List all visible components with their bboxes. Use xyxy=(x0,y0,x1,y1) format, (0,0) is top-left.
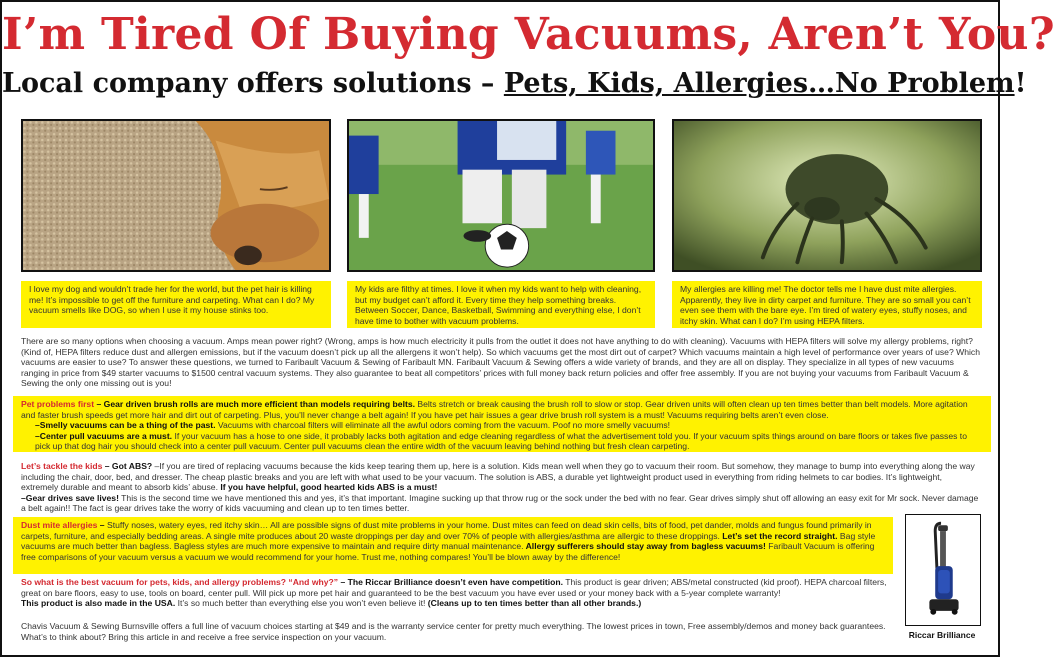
mites-bold-2: Allergy sufferers should stay away from bagless vacuums! xyxy=(523,541,766,551)
best-bold-3: (Cleans up to ten times better than all other brands.) xyxy=(425,598,642,608)
mites-text-3: Faribault Vacuum is offering free comparisons of your vacuum versus a vacuum we would recommend for your home. Trust me, nothing compares! You’ll be blown away by the difference! xyxy=(21,541,875,562)
kids-bold-2: If you have helpful, good hearted kids ABS is a must! xyxy=(217,482,438,492)
best-text-1: This product is gear driven; ABS/metal constructed (kid proof). HEPA charcoal filters, great on bare floors, easy to use, tools on board, center pull. Will pick up more pet hair and guaranteed to be the best vacuum you have ever used or your money back with a 5-year complete warranty! xyxy=(21,577,887,598)
headline: I’m Tired Of Buying Vacuums, Aren’t You? xyxy=(2,9,1055,60)
kids-heading: Let’s tackle the kids xyxy=(21,461,103,471)
kids-text-3: This is the second time we have mentioned this and yes, it’s that important. Imagine sucking up that throw rug or the sock under the bed with no fear. Gear drives simply shut off allowing an easy exit for Mr sock. Never damage a belt again!! The fact is gear drives take the worry of kids vacuuming and clean up to ten times better. xyxy=(21,492,979,513)
pets-bold-3: –Center pull vacuums are a must. xyxy=(35,430,173,441)
footer-paragraph: Chavis Vacuum & Sewing Burnsville offers a full line of vacuum choices starting at $49 and is the warranty service center for pretty much everything. The lowest prices in town, Free assembly/demos and money back guarantees. What’s to think about? Bring this article in and receive a free service inspection on your vacuum. xyxy=(21,621,886,642)
subhead-underlined: Pets, Kids, Allergies…No Problem xyxy=(503,68,1015,99)
best-bold-1: – The Riccar Brilliance doesn’t even have competition. xyxy=(338,577,564,587)
pets-text-2: Vacuums with charcoal filters will eliminate all the awful odors coming from the vacuum. Poof no more smelly vacuums! xyxy=(215,420,671,430)
best-text-2: It’s so much better than everything else you won’t even believe it! xyxy=(175,598,426,608)
pet-problems-heading: Pet problems first xyxy=(21,399,95,409)
mites-text-1: Stuffy noses, watery eyes, red itchy skin… All are possible signs of dust mite problems in your home. Dust mites can feed on dead skin cells, bits of food, pet dander, molds and fungus found primarily in carpets, furniture, and especially bedding areas. A single mite produces about 20 waste droppings per day and over 70% of people with allergies/asthma are allergic to these droppings. xyxy=(21,520,872,541)
pets-text-3: If your vacuum has a hose to one side, it probably lacks both agitation and edge cleaning regardless of what the advertisement told you. If your vacuum spits things around on bare floors or takes five passes to pick up that dog hair you should check into a center pull vacuum. Center pull vacuums clean the entire width of the vacuum leaving behind nothing but fresh clean carpeting. xyxy=(35,430,967,451)
pets-text-1: Belts stretch or break causing the brush roll to slow or stop. Gear driven units will often clean up ten times better than belt models. More agitation and faster brush speeds get more hair and dirt out of carpeting. Plus, you’ll never change a belt again! If you have pet hair issues a gear drive brush roll system is a must! Vacuums requiring belts aren’t even close. xyxy=(21,399,968,420)
dog-photo xyxy=(21,119,331,272)
mites-dash: – xyxy=(97,520,107,530)
dust-mite-photo xyxy=(672,119,982,272)
kids-bold-1: – Got ABS? xyxy=(102,461,153,471)
dust-mite-section xyxy=(13,517,893,574)
best-vacuum-section xyxy=(21,577,891,609)
mites-bold-1: Let’s set the record straight. xyxy=(719,530,838,541)
subhead-lead: Local company offers solutions – xyxy=(2,68,504,99)
intro-paragraph: There are so many options when choosing a vacuum. Amps mean power right? (Wrong, amps is how much electricity it pulls from the outlet it does not have anything to do with cleaning). Vacuums with HEPA filters will solve my allergy problems, right? (Kind of, HEPA filters reduce dust and allergen emissions, but if the vacuum doesn’t pick up all the allergens it won’t help). So which vacuums get the most dirt out of carpet? Which vacuums maintain a high level of performance over years of use? Which vacuums are easier to use? To answer these questions, we turned to Faribault Vacuum & Sewing of Faribault MN. Faribault Vacuum & Sewing offers a wide variety of brands, and they are all on display. They specialize in all types of new vacuums ranging in price from $49 starter vacuums to $1500 central vacuum systems. They also guarantee to beat all competitors’ prices with full money back return policies and offer free assembly. If you are not buying your vacuums from Faribault Vacuum & Sewing the only one missing out is you! xyxy=(21,336,980,388)
subheadline xyxy=(2,66,1027,102)
pets-bold-2: –Smelly vacuums can be a thing of the past. xyxy=(35,420,216,430)
kids-text-1: –If you are tired of replacing vacuums because the kids keep tearing them up, here is a solution. Kids mean well when they go to vacuum their room. But somehow, they manage to bump into everything along the way including the chair, door, bed, and dresser. The cheap plastic breaks and you are left with what used to be your vacuum. The solution is ABS, a durable yet lightweight product used in everything from riding helmets to car bodies. It’s lightweight, extremely durable and meant to absorb kids’ abuse. xyxy=(21,461,975,492)
kids-section xyxy=(21,461,981,514)
mites-text-2: Bag style vacuums are much better than bagless. Bagless styles are much more expensive to maintain and require dirty manual maintenance. xyxy=(21,530,876,551)
vacuum-product-photo xyxy=(905,514,981,626)
dust-mite-heading: Dust mite allergies xyxy=(21,520,98,530)
soccer-kids-photo xyxy=(347,119,655,272)
kids-caption: My kids are filthy at times. I love it when my kids want to help with cleaning, but my budget can’t afford it. Every time they help something breaks. Between Soccer, Dance, Basketball, Swimming and everything else, I don’t have time to bother with vacuum problems. xyxy=(347,281,655,328)
kids-bold-3: –Gear drives save lives! xyxy=(21,492,119,503)
best-bold-2: This product is also made in the USA. xyxy=(21,598,176,608)
allergies-caption: My allergies are killing me! The doctor tells me I have dust mite allergies. Apparently, they live in dirty carpet and furniture. They are so small you can’t even see them with the bare eye. I’m tired of watery eyes, stuffy noses, and itchy skin. What can I do? I’m using HEPA filters. xyxy=(672,281,982,328)
pets-bold-1: – Gear driven brush rolls are much more efficient than models requiring belts. xyxy=(94,399,415,409)
best-vacuum-heading: So what is the best vacuum for pets, kids, and allergy problems? “And why?” xyxy=(21,577,339,587)
subhead-tail: ! xyxy=(1014,68,1027,99)
dog-caption: I love my dog and wouldn’t trade her for the world, but the pet hair is killing me! It’s impossible to get off the furniture and carpeting. What can I do? My vacuum smells like DOG, so when I use it my house stinks too. xyxy=(21,281,331,328)
product-label: Riccar Brilliance xyxy=(908,630,976,640)
pet-problems-section xyxy=(13,396,991,452)
